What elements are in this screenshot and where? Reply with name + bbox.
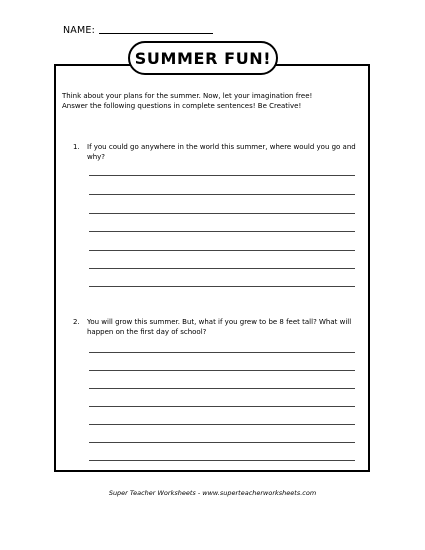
worksheet-title-text: SUMMER FUN! <box>134 48 272 68</box>
answer-line[interactable] <box>89 286 355 287</box>
answer-line[interactable] <box>89 175 355 176</box>
instructions <box>62 91 362 111</box>
name-label: NAME: <box>63 25 96 36</box>
question-2-text: You will grow this summer. But, what if you grew to be 8 feet tall? What will happen on the first day of school? <box>87 318 352 336</box>
answer-line[interactable] <box>89 424 355 425</box>
answer-line[interactable] <box>89 460 355 461</box>
question-1-number: 1. <box>73 143 80 151</box>
question-1 <box>73 142 358 162</box>
answer-line[interactable] <box>89 231 355 232</box>
answer-line[interactable] <box>89 194 355 195</box>
worksheet-title <box>128 41 278 75</box>
instructions-line-2: Answer the following questions in complete sentences! Be Creative! <box>62 102 302 110</box>
question-1-text: If you could go anywhere in the world this summer, where would you go and why? <box>87 143 356 161</box>
answer-line[interactable] <box>89 388 355 389</box>
footer-credit: Super Teacher Worksheets - www.superteacherworksheets.com <box>108 489 317 497</box>
answer-line[interactable] <box>89 370 355 371</box>
answer-line[interactable] <box>89 213 355 214</box>
name-field-row <box>63 25 213 36</box>
instructions-line-1: Think about your plans for the summer. Now, let your imagination free! <box>62 92 313 100</box>
answer-line[interactable] <box>89 442 355 443</box>
question-2-number: 2. <box>73 318 80 326</box>
answer-line[interactable] <box>89 268 355 269</box>
answer-line[interactable] <box>89 352 355 353</box>
answer-line[interactable] <box>89 250 355 251</box>
name-blank-line[interactable] <box>99 33 213 34</box>
question-2 <box>73 317 358 337</box>
answer-line[interactable] <box>89 406 355 407</box>
